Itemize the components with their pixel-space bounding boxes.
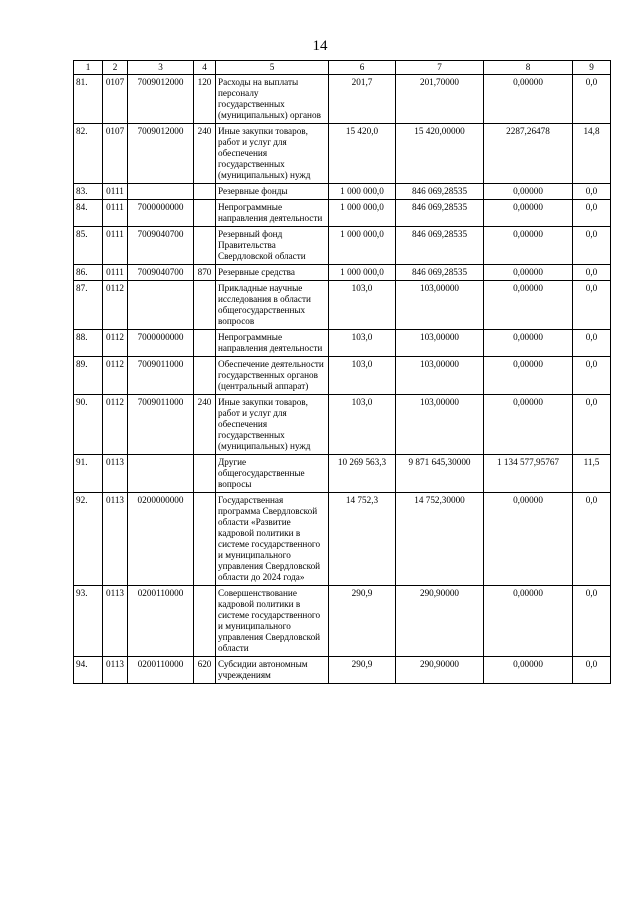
plan-value-cell: 1 000 000,0 [329,200,396,227]
row-number-cell: 91. [74,455,103,493]
item-name-cell: Обеспечение деятельности государственных органов (центральный аппарат) [216,357,329,395]
column-8-value-cell: 0,00000 [484,586,573,657]
item-name-cell: Непрограммные направления деятельности [216,200,329,227]
row-number-cell: 81. [74,75,103,124]
column-8-value-cell: 0,00000 [484,395,573,455]
item-name-cell: Совершенствование кадровой политики в системе государственного и муниципального управления Свердловской области [216,586,329,657]
row-number-cell: 94. [74,657,103,684]
column-8-value-cell: 1 134 577,95767 [484,455,573,493]
item-name-cell: Иные закупки товаров, работ и услуг для обеспечения государственных (муниципальных) нужд [216,124,329,184]
item-name-cell: Резервный фонд Правительства Свердловской области [216,227,329,265]
row-number-cell: 93. [74,586,103,657]
target-code-cell [128,184,194,200]
plan-value-cell: 10 269 563,3 [329,455,396,493]
plan-value-cell: 103,0 [329,281,396,330]
target-code-cell: 7009011000 [128,357,194,395]
header-cell: 9 [573,61,611,75]
table-row [74,395,611,455]
row-number-cell: 87. [74,281,103,330]
fact-value-cell: 201,70000 [396,75,484,124]
fact-value-cell: 103,00000 [396,395,484,455]
fact-value-cell: 846 069,28535 [396,200,484,227]
plan-value-cell: 201,7 [329,75,396,124]
row-number-cell: 89. [74,357,103,395]
header-cell: 6 [329,61,396,75]
section-code-cell: 0113 [103,657,128,684]
section-code-cell: 0112 [103,330,128,357]
expense-type-cell [194,227,216,265]
table-row [74,357,611,395]
column-9-value-cell: 0,0 [573,357,611,395]
table-row [74,330,611,357]
header-cell: 8 [484,61,573,75]
expense-type-cell [194,357,216,395]
section-code-cell: 0111 [103,200,128,227]
expense-type-cell [194,455,216,493]
target-code-cell: 7009040700 [128,227,194,265]
expense-type-cell [194,200,216,227]
header-row [74,61,611,75]
plan-value-cell: 103,0 [329,330,396,357]
column-9-value-cell: 0,0 [573,330,611,357]
plan-value-cell: 14 752,3 [329,493,396,586]
item-name-cell: Резервные фонды [216,184,329,200]
page-number: 14 [312,38,328,54]
column-9-value-cell: 0,0 [573,281,611,330]
fact-value-cell: 846 069,28535 [396,227,484,265]
table-row [74,586,611,657]
column-9-value-cell: 11,5 [573,455,611,493]
header-cell: 7 [396,61,484,75]
item-name-cell: Непрограммные направления деятельности [216,330,329,357]
expense-type-cell: 120 [194,75,216,124]
section-code-cell: 0111 [103,184,128,200]
row-number-cell: 84. [74,200,103,227]
row-number-cell: 82. [74,124,103,184]
fact-value-cell: 9 871 645,30000 [396,455,484,493]
fact-value-cell: 846 069,28535 [396,265,484,281]
row-number-cell: 92. [74,493,103,586]
fact-value-cell: 846 069,28535 [396,184,484,200]
target-code-cell: 0200110000 [128,657,194,684]
column-8-value-cell: 0,00000 [484,330,573,357]
target-code-cell: 7009012000 [128,124,194,184]
fact-value-cell: 290,90000 [396,586,484,657]
row-number-cell: 88. [74,330,103,357]
column-9-value-cell: 0,0 [573,586,611,657]
target-code-cell: 7009040700 [128,265,194,281]
section-code-cell: 0107 [103,75,128,124]
expense-type-cell: 240 [194,395,216,455]
plan-value-cell: 15 420,0 [329,124,396,184]
table-row [74,657,611,684]
plan-value-cell: 103,0 [329,395,396,455]
expense-type-cell [194,493,216,586]
table-row [74,75,611,124]
section-code-cell: 0111 [103,227,128,265]
column-8-value-cell: 0,00000 [484,357,573,395]
section-code-cell: 0107 [103,124,128,184]
expense-type-cell [194,184,216,200]
plan-value-cell: 103,0 [329,357,396,395]
row-number-cell: 85. [74,227,103,265]
table-body [74,75,611,684]
column-8-value-cell: 0,00000 [484,493,573,586]
item-name-cell: Расходы на выплаты персоналу государственных (муниципальных) органов [216,75,329,124]
column-8-value-cell: 0,00000 [484,184,573,200]
column-9-value-cell: 0,0 [573,265,611,281]
item-name-cell: Другие общегосударственные вопросы [216,455,329,493]
fact-value-cell: 290,90000 [396,657,484,684]
plan-value-cell: 290,9 [329,586,396,657]
target-code-cell: 0200110000 [128,586,194,657]
item-name-cell: Иные закупки товаров, работ и услуг для обеспечения государственных (муниципальных) нужд [216,395,329,455]
section-code-cell: 0113 [103,493,128,586]
expense-type-cell [194,281,216,330]
expense-type-cell: 620 [194,657,216,684]
fact-value-cell: 103,00000 [396,357,484,395]
column-8-value-cell: 0,00000 [484,281,573,330]
budget-table [73,60,611,684]
section-code-cell: 0112 [103,281,128,330]
section-code-cell: 0111 [103,265,128,281]
header-cell: 4 [194,61,216,75]
target-code-cell: 7000000000 [128,200,194,227]
item-name-cell: Резервные средства [216,265,329,281]
table-row [74,493,611,586]
row-number-cell: 86. [74,265,103,281]
column-8-value-cell: 0,00000 [484,265,573,281]
plan-value-cell: 290,9 [329,657,396,684]
section-code-cell: 0113 [103,586,128,657]
column-9-value-cell: 14,8 [573,124,611,184]
expense-type-cell: 240 [194,124,216,184]
section-code-cell: 0112 [103,357,128,395]
row-number-cell: 90. [74,395,103,455]
target-code-cell [128,455,194,493]
fact-value-cell: 15 420,00000 [396,124,484,184]
table-row [74,227,611,265]
column-9-value-cell: 0,0 [573,184,611,200]
plan-value-cell: 1 000 000,0 [329,184,396,200]
table-row [74,265,611,281]
table-row [74,200,611,227]
header-cell: 3 [128,61,194,75]
column-8-value-cell: 0,00000 [484,227,573,265]
target-code-cell: 7009011000 [128,395,194,455]
column-8-value-cell: 2287,26478 [484,124,573,184]
column-8-value-cell: 0,00000 [484,75,573,124]
section-code-cell: 0113 [103,455,128,493]
expense-type-cell: 870 [194,265,216,281]
table-row [74,281,611,330]
column-8-value-cell: 0,00000 [484,200,573,227]
table-row [74,455,611,493]
column-9-value-cell: 0,0 [573,657,611,684]
target-code-cell: 0200000000 [128,493,194,586]
fact-value-cell: 103,00000 [396,281,484,330]
header-cell: 1 [74,61,103,75]
table-row [74,184,611,200]
column-8-value-cell: 0,00000 [484,657,573,684]
fact-value-cell: 14 752,30000 [396,493,484,586]
fact-value-cell: 103,00000 [396,330,484,357]
item-name-cell: Субсидии автономным учреждениям [216,657,329,684]
header-cell: 2 [103,61,128,75]
column-9-value-cell: 0,0 [573,227,611,265]
header-cell: 5 [216,61,329,75]
row-number-cell: 83. [74,184,103,200]
item-name-cell: Прикладные научные исследования в области общегосударственных вопросов [216,281,329,330]
column-9-value-cell: 0,0 [573,200,611,227]
column-9-value-cell: 0,0 [573,75,611,124]
item-name-cell: Государственная программа Свердловской области «Развитие кадровой политики в системе государственного и муниципального управления Свердловской области до 2024 года» [216,493,329,586]
target-code-cell [128,281,194,330]
column-9-value-cell: 0,0 [573,395,611,455]
table-row [74,124,611,184]
section-code-cell: 0112 [103,395,128,455]
expense-type-cell [194,586,216,657]
plan-value-cell: 1 000 000,0 [329,227,396,265]
expense-type-cell [194,330,216,357]
column-9-value-cell: 0,0 [573,493,611,586]
target-code-cell: 7000000000 [128,330,194,357]
plan-value-cell: 1 000 000,0 [329,265,396,281]
target-code-cell: 7009012000 [128,75,194,124]
